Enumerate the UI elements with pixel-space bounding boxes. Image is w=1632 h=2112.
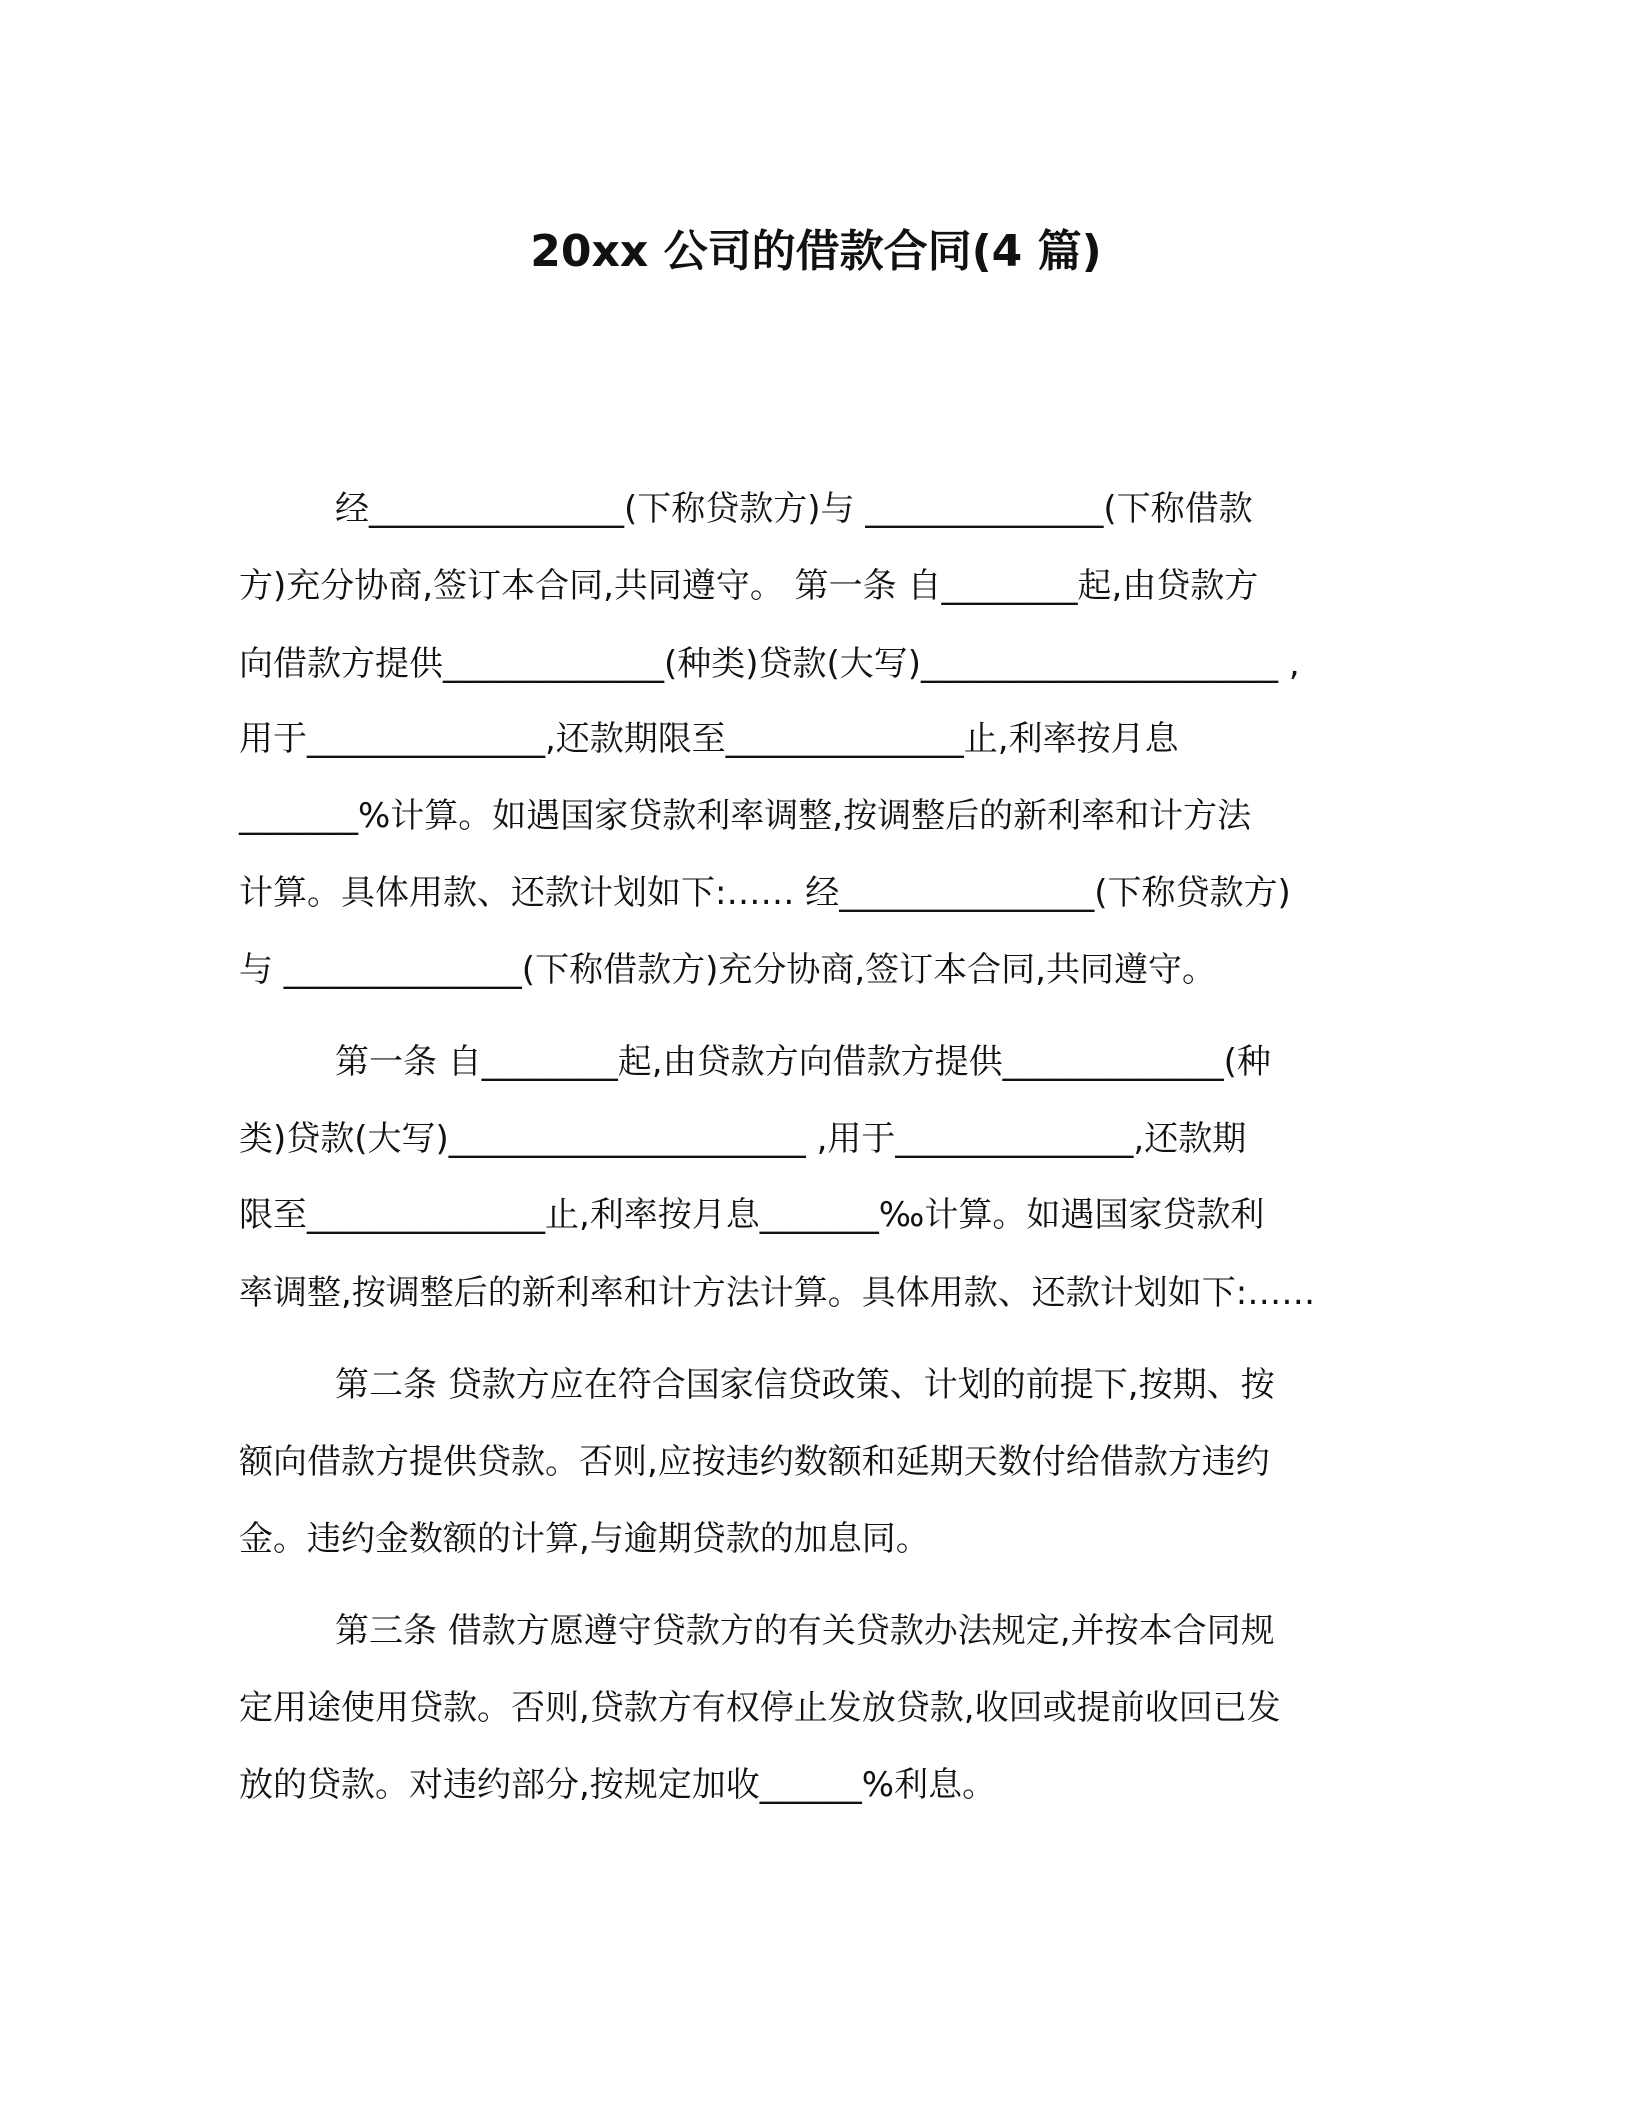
paragraph-line: 用于______________,还款期限至______________止,利率按月息 <box>239 719 1179 759</box>
paragraph-line: 第三条 借款方愿遵守贷款方的有关贷款办法规定,并按本合同规 <box>335 1611 1275 1651</box>
paragraph-line: 经_______________(下称贷款方)与 ______________(下称借款 <box>335 489 1253 529</box>
paragraph-3 <box>239 1366 1409 1558</box>
paragraph-line: 金。违约金数额的计算,与逾期贷款的加息同。 <box>239 1519 930 1559</box>
paragraph-line: 定用途使用贷款。否则,贷款方有权停止发放贷款,收回或提前收回已发 <box>239 1688 1281 1728</box>
paragraph-line: 类)贷款(大写)_____________________ ,用于______________,还款期 <box>239 1119 1247 1159</box>
paragraph-line: 第一条 自________起,由贷款方向借款方提供_____________(种 <box>335 1042 1271 1082</box>
document-body <box>239 490 1409 1804</box>
paragraph-line: 限至______________止,利率按月息_______‰计算。如遇国家贷款利 <box>239 1195 1265 1235</box>
paragraph-line: 向借款方提供_____________(种类)贷款(大写)_____________________ , <box>239 644 1300 684</box>
paragraph-line: 率调整,按调整后的新利率和计方法计算。具体用款、还款计划如下:…… <box>239 1273 1316 1313</box>
document-title: 20xx 公司的借款合同(4 篇) <box>530 226 1102 277</box>
paragraph-4 <box>239 1612 1409 1804</box>
paragraph-line: 第二条 贷款方应在符合国家信贷政策、计划的前提下,按期、按 <box>335 1365 1275 1405</box>
paragraph-line: _______%计算。如遇国家贷款利率调整,按调整后的新利率和计方法 <box>239 796 1252 836</box>
paragraph-line: 方)充分协商,签订本合同,共同遵守。 第一条 自________起,由贷款方 <box>239 566 1259 606</box>
paragraph-line: 放的贷款。对违约部分,按规定加收______%利息。 <box>239 1765 997 1805</box>
paragraph-1 <box>239 490 1409 989</box>
paragraph-line: 与 ______________(下称借款方)充分协商,签订本合同,共同遵守。 <box>239 950 1216 990</box>
paragraph-line: 计算。具体用款、还款计划如下:…… 经_______________(下称贷款方) <box>239 873 1291 913</box>
paragraph-line: 额向借款方提供贷款。否则,应按违约数额和延期天数付给借款方违约 <box>239 1442 1270 1482</box>
paragraph-2 <box>239 1043 1409 1312</box>
